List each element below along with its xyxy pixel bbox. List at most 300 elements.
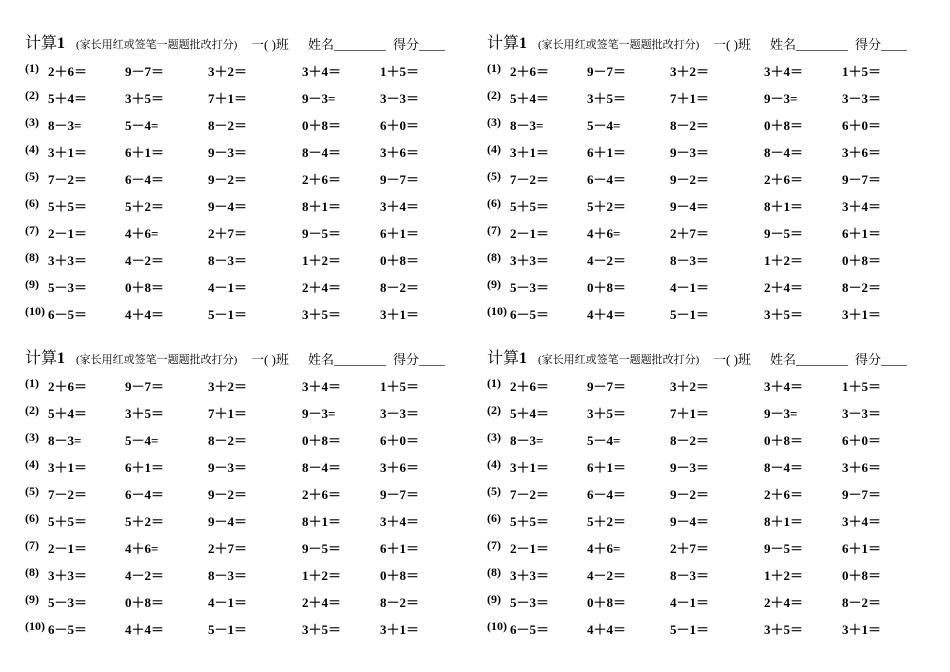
math-problem: 8－2＝ bbox=[842, 595, 882, 610]
problem-row bbox=[25, 277, 465, 297]
problem-row bbox=[25, 196, 465, 216]
math-problem: 3＋6＝ bbox=[842, 460, 882, 475]
math-problem: 9－3＝ bbox=[670, 145, 710, 160]
math-problem: 4－1＝ bbox=[670, 595, 710, 610]
math-problem: 8－3= bbox=[48, 118, 82, 133]
math-problem: 4－1＝ bbox=[208, 280, 248, 295]
math-problem: 3＋5＝ bbox=[302, 622, 342, 637]
row-number: (4) bbox=[487, 142, 501, 156]
problem-row bbox=[487, 277, 927, 297]
math-problem: 0＋8＝ bbox=[125, 280, 165, 295]
math-problem: 6＋0＝ bbox=[842, 433, 882, 448]
math-problem: 8－3＝ bbox=[670, 568, 710, 583]
math-problem: 4＋4＝ bbox=[587, 307, 627, 322]
math-problem: 2＋4＝ bbox=[764, 595, 804, 610]
row-number: (5) bbox=[25, 484, 39, 498]
row-number: (6) bbox=[487, 196, 501, 210]
math-problem: 4＋6= bbox=[587, 226, 621, 241]
math-problem: 0＋8＝ bbox=[842, 253, 882, 268]
math-problem: 5＋2＝ bbox=[587, 514, 627, 529]
math-problem: 3＋1＝ bbox=[510, 460, 550, 475]
math-problem: 9－7＝ bbox=[587, 64, 627, 79]
worksheet-title bbox=[487, 345, 527, 368]
math-problem: 5＋5＝ bbox=[510, 199, 550, 214]
math-problem: 9－4＝ bbox=[208, 199, 248, 214]
math-problem: 3＋2＝ bbox=[670, 64, 710, 79]
problem-row bbox=[487, 250, 927, 270]
math-problem: 2＋6＝ bbox=[302, 487, 342, 502]
math-problem: 8－3= bbox=[510, 118, 544, 133]
problem-row bbox=[25, 592, 465, 612]
score-field: 得分____ bbox=[855, 37, 908, 52]
math-problem: 6－5＝ bbox=[48, 307, 88, 322]
math-problem: 5－3＝ bbox=[510, 280, 550, 295]
row-number: (4) bbox=[487, 457, 501, 471]
title-number: 1 bbox=[57, 35, 66, 52]
math-problem: 8－2＝ bbox=[842, 280, 882, 295]
problem-row bbox=[487, 430, 927, 450]
class-field: 一( )班 bbox=[713, 37, 751, 52]
math-problem: 6＋1＝ bbox=[380, 226, 420, 241]
math-problem: 3＋1＝ bbox=[510, 145, 550, 160]
problem-row bbox=[25, 565, 465, 585]
problem-row bbox=[487, 511, 927, 531]
math-problem: 4＋6= bbox=[125, 541, 159, 556]
math-problem: 5－4= bbox=[125, 118, 159, 133]
math-problem: 5＋4＝ bbox=[48, 91, 88, 106]
name-field: 姓名________ bbox=[308, 352, 387, 367]
math-problem: 4－2＝ bbox=[587, 568, 627, 583]
math-problem: 3＋6＝ bbox=[380, 460, 420, 475]
problem-row bbox=[487, 484, 927, 504]
problem-row bbox=[487, 88, 927, 108]
math-problem: 3＋5＝ bbox=[764, 622, 804, 637]
math-problem: 0＋8＝ bbox=[764, 433, 804, 448]
math-problem: 4－2＝ bbox=[587, 253, 627, 268]
problem-row bbox=[25, 223, 465, 243]
row-number: (2) bbox=[25, 88, 39, 102]
math-problem: 9－3= bbox=[764, 406, 798, 421]
name-field: 姓名________ bbox=[770, 37, 849, 52]
math-problem: 6＋1＝ bbox=[125, 460, 165, 475]
math-problem: 3＋4＝ bbox=[842, 514, 882, 529]
math-problem: 6＋0＝ bbox=[380, 433, 420, 448]
math-problem: 9－3= bbox=[764, 91, 798, 106]
problem-row bbox=[25, 376, 465, 396]
row-number: (1) bbox=[487, 376, 501, 390]
math-problem: 7＋1＝ bbox=[670, 406, 710, 421]
math-problem: 3－3＝ bbox=[380, 406, 420, 421]
math-problem: 8－3＝ bbox=[208, 253, 248, 268]
math-problem: 3＋1＝ bbox=[380, 307, 420, 322]
math-problem: 6－4＝ bbox=[125, 487, 165, 502]
math-problem: 9－2＝ bbox=[208, 487, 248, 502]
worksheet-2 bbox=[487, 30, 927, 330]
grading-note: (家长用红或签笔一题题批改打分) bbox=[538, 354, 700, 366]
title-number: 1 bbox=[57, 350, 66, 367]
row-number: (9) bbox=[25, 592, 39, 606]
math-problem: 6＋1＝ bbox=[842, 226, 882, 241]
math-problem: 2＋6＝ bbox=[510, 64, 550, 79]
math-problem: 6＋1＝ bbox=[587, 145, 627, 160]
class-field: 一( )班 bbox=[251, 352, 289, 367]
row-number: (8) bbox=[25, 250, 39, 264]
math-problem: 5＋4＝ bbox=[48, 406, 88, 421]
math-problem: 5－1＝ bbox=[670, 307, 710, 322]
math-problem: 9－4＝ bbox=[208, 514, 248, 529]
math-problem: 3＋3＝ bbox=[510, 253, 550, 268]
name-field: 姓名________ bbox=[770, 352, 849, 367]
grading-note: (家长用红或签笔一题题批改打分) bbox=[538, 39, 700, 51]
math-problem: 9－5＝ bbox=[302, 541, 342, 556]
math-problem: 2＋6＝ bbox=[510, 379, 550, 394]
math-problem: 6－4＝ bbox=[125, 172, 165, 187]
math-problem: 9－4＝ bbox=[670, 199, 710, 214]
math-problem: 4－2＝ bbox=[125, 568, 165, 583]
math-problem: 3＋2＝ bbox=[208, 379, 248, 394]
problem-row bbox=[487, 592, 927, 612]
math-problem: 3＋4＝ bbox=[764, 379, 804, 394]
problem-row bbox=[487, 376, 927, 396]
math-problem: 0＋8＝ bbox=[380, 568, 420, 583]
math-problem: 3＋1＝ bbox=[380, 622, 420, 637]
math-problem: 3＋1＝ bbox=[842, 622, 882, 637]
problem-row bbox=[487, 619, 927, 639]
math-problem: 9－7＝ bbox=[842, 172, 882, 187]
row-number: (7) bbox=[25, 538, 39, 552]
math-problem: 9－3＝ bbox=[208, 460, 248, 475]
math-problem: 5－3＝ bbox=[510, 595, 550, 610]
math-problem: 5－1＝ bbox=[208, 622, 248, 637]
math-problem: 4－1＝ bbox=[670, 280, 710, 295]
problem-row bbox=[25, 61, 465, 81]
math-problem: 8－4＝ bbox=[302, 460, 342, 475]
grading-note: (家长用红或签笔一题题批改打分) bbox=[76, 354, 238, 366]
math-problem: 1＋2＝ bbox=[302, 253, 342, 268]
math-problem: 9－5＝ bbox=[764, 541, 804, 556]
math-problem: 9－7＝ bbox=[125, 379, 165, 394]
math-problem: 3＋5＝ bbox=[125, 91, 165, 106]
math-problem: 9－7＝ bbox=[380, 172, 420, 187]
math-problem: 6－5＝ bbox=[48, 622, 88, 637]
math-problem: 7＋1＝ bbox=[670, 91, 710, 106]
math-problem: 3＋4＝ bbox=[380, 199, 420, 214]
row-number: (8) bbox=[25, 565, 39, 579]
row-number: (8) bbox=[487, 565, 501, 579]
math-problem: 7＋1＝ bbox=[208, 91, 248, 106]
problem-row bbox=[487, 223, 927, 243]
math-problem: 4＋4＝ bbox=[587, 622, 627, 637]
math-problem: 3＋2＝ bbox=[670, 379, 710, 394]
worksheet-title bbox=[25, 30, 65, 53]
math-problem: 8－4＝ bbox=[764, 460, 804, 475]
worksheet-title bbox=[487, 30, 527, 53]
math-problem: 6＋1＝ bbox=[587, 460, 627, 475]
row-number: (3) bbox=[487, 115, 501, 129]
math-problem: 6＋1＝ bbox=[380, 541, 420, 556]
row-number: (9) bbox=[487, 277, 501, 291]
math-problem: 2－1＝ bbox=[48, 541, 88, 556]
row-number: (1) bbox=[487, 61, 501, 75]
math-problem: 3＋5＝ bbox=[587, 91, 627, 106]
math-problem: 3－3＝ bbox=[842, 406, 882, 421]
problem-row bbox=[25, 403, 465, 423]
row-number: (7) bbox=[487, 223, 501, 237]
row-number: (1) bbox=[25, 376, 39, 390]
math-problem: 6－5＝ bbox=[510, 622, 550, 637]
problem-row bbox=[25, 304, 465, 324]
row-number: (7) bbox=[487, 538, 501, 552]
math-problem: 9－3= bbox=[302, 406, 336, 421]
math-problem: 7＋1＝ bbox=[208, 406, 248, 421]
title-number: 1 bbox=[519, 35, 528, 52]
math-problem: 2＋7＝ bbox=[208, 226, 248, 241]
math-problem: 9－3＝ bbox=[670, 460, 710, 475]
math-problem: 8－2＝ bbox=[208, 118, 248, 133]
math-problem: 3＋1＝ bbox=[48, 460, 88, 475]
math-problem: 8－4＝ bbox=[302, 145, 342, 160]
math-problem: 9－2＝ bbox=[670, 172, 710, 187]
math-problem: 8－3= bbox=[48, 433, 82, 448]
math-problem: 3＋6＝ bbox=[380, 145, 420, 160]
math-problem: 9－4＝ bbox=[670, 514, 710, 529]
row-number: (3) bbox=[487, 430, 501, 444]
math-problem: 3＋5＝ bbox=[587, 406, 627, 421]
math-problem: 8－2＝ bbox=[670, 118, 710, 133]
worksheet-1 bbox=[25, 30, 465, 330]
math-problem: 0＋8＝ bbox=[587, 280, 627, 295]
math-problem: 1＋5＝ bbox=[380, 64, 420, 79]
row-number: (8) bbox=[487, 250, 501, 264]
row-number: (5) bbox=[487, 169, 501, 183]
math-problem: 0＋8＝ bbox=[302, 118, 342, 133]
math-problem: 2＋6＝ bbox=[764, 172, 804, 187]
problem-row bbox=[487, 304, 927, 324]
math-problem: 9－2＝ bbox=[208, 172, 248, 187]
math-problem: 4＋4＝ bbox=[125, 622, 165, 637]
problem-row bbox=[487, 196, 927, 216]
row-number: (3) bbox=[25, 430, 39, 444]
worksheet-3 bbox=[25, 345, 465, 645]
math-problem: 7－2＝ bbox=[48, 172, 88, 187]
math-problem: 3＋2＝ bbox=[208, 64, 248, 79]
row-number: (3) bbox=[25, 115, 39, 129]
math-problem: 0＋8＝ bbox=[125, 595, 165, 610]
math-problem: 4＋4＝ bbox=[125, 307, 165, 322]
math-problem: 5－3＝ bbox=[48, 595, 88, 610]
row-number: (2) bbox=[25, 403, 39, 417]
math-problem: 4＋6= bbox=[125, 226, 159, 241]
math-problem: 2＋6＝ bbox=[48, 64, 88, 79]
math-problem: 6－5＝ bbox=[510, 307, 550, 322]
math-problem: 3＋5＝ bbox=[764, 307, 804, 322]
math-problem: 2＋4＝ bbox=[764, 280, 804, 295]
problem-row bbox=[487, 565, 927, 585]
math-problem: 5－4= bbox=[587, 118, 621, 133]
math-problem: 8－2＝ bbox=[208, 433, 248, 448]
math-problem: 3－3＝ bbox=[380, 91, 420, 106]
math-problem: 0＋8＝ bbox=[842, 568, 882, 583]
math-problem: 8－2＝ bbox=[380, 280, 420, 295]
math-problem: 2＋4＝ bbox=[302, 280, 342, 295]
problem-row bbox=[25, 88, 465, 108]
math-problem: 3＋3＝ bbox=[48, 568, 88, 583]
row-number: (9) bbox=[487, 592, 501, 606]
math-problem: 8＋1＝ bbox=[764, 199, 804, 214]
math-problem: 2＋6＝ bbox=[48, 379, 88, 394]
math-problem: 6＋0＝ bbox=[380, 118, 420, 133]
title-text: 计算 bbox=[487, 350, 520, 367]
title-text: 计算 bbox=[25, 350, 58, 367]
math-problem: 9－7＝ bbox=[125, 64, 165, 79]
math-problem: 5＋5＝ bbox=[48, 514, 88, 529]
math-problem: 5＋2＝ bbox=[587, 199, 627, 214]
problem-row bbox=[25, 142, 465, 162]
math-problem: 2－1＝ bbox=[510, 541, 550, 556]
row-number: (10) bbox=[25, 304, 45, 318]
math-problem: 0＋8＝ bbox=[587, 595, 627, 610]
math-problem: 3＋4＝ bbox=[302, 64, 342, 79]
math-problem: 7－2＝ bbox=[510, 487, 550, 502]
math-problem: 5＋2＝ bbox=[125, 199, 165, 214]
row-number: (6) bbox=[487, 511, 501, 525]
problem-row bbox=[25, 457, 465, 477]
row-number: (10) bbox=[25, 619, 45, 633]
math-problem: 3＋3＝ bbox=[48, 253, 88, 268]
row-number: (5) bbox=[487, 484, 501, 498]
math-problem: 3＋5＝ bbox=[125, 406, 165, 421]
math-problem: 1＋5＝ bbox=[842, 379, 882, 394]
math-problem: 3＋3＝ bbox=[510, 568, 550, 583]
math-problem: 5－1＝ bbox=[208, 307, 248, 322]
math-problem: 1＋2＝ bbox=[764, 253, 804, 268]
row-number: (9) bbox=[25, 277, 39, 291]
math-problem: 8＋1＝ bbox=[302, 514, 342, 529]
grading-note: (家长用红或签笔一题题批改打分) bbox=[76, 39, 238, 51]
math-problem: 1＋5＝ bbox=[842, 64, 882, 79]
problem-row bbox=[487, 403, 927, 423]
row-number: (2) bbox=[487, 88, 501, 102]
math-problem: 2－1＝ bbox=[48, 226, 88, 241]
math-problem: 5＋4＝ bbox=[510, 91, 550, 106]
row-number: (7) bbox=[25, 223, 39, 237]
class-field: 一( )班 bbox=[713, 352, 751, 367]
problem-row bbox=[487, 115, 927, 135]
worksheet-title bbox=[25, 345, 65, 368]
math-problem: 8＋1＝ bbox=[764, 514, 804, 529]
math-problem: 7－2＝ bbox=[48, 487, 88, 502]
math-problem: 6＋1＝ bbox=[842, 541, 882, 556]
math-problem: 8－2＝ bbox=[380, 595, 420, 610]
math-problem: 5－4= bbox=[587, 433, 621, 448]
problem-row bbox=[25, 538, 465, 558]
math-problem: 9－7＝ bbox=[587, 379, 627, 394]
math-problem: 1＋2＝ bbox=[764, 568, 804, 583]
math-problem: 9－7＝ bbox=[380, 487, 420, 502]
row-number: (6) bbox=[25, 196, 39, 210]
math-problem: 2＋7＝ bbox=[670, 226, 710, 241]
problem-row bbox=[487, 142, 927, 162]
math-problem: 6－4＝ bbox=[587, 487, 627, 502]
math-problem: 5－3＝ bbox=[48, 280, 88, 295]
math-problem: 9－2＝ bbox=[670, 487, 710, 502]
math-problem: 8－4＝ bbox=[764, 145, 804, 160]
math-problem: 2＋6＝ bbox=[302, 172, 342, 187]
math-problem: 3－3＝ bbox=[842, 91, 882, 106]
math-problem: 4－1＝ bbox=[208, 595, 248, 610]
math-problem: 8＋1＝ bbox=[302, 199, 342, 214]
row-number: (10) bbox=[487, 304, 507, 318]
math-problem: 2＋7＝ bbox=[208, 541, 248, 556]
math-problem: 0＋8＝ bbox=[302, 433, 342, 448]
math-problem: 2－1＝ bbox=[510, 226, 550, 241]
row-number: (1) bbox=[25, 61, 39, 75]
math-problem: 6－4＝ bbox=[587, 172, 627, 187]
row-number: (6) bbox=[25, 511, 39, 525]
problem-row bbox=[25, 169, 465, 189]
math-problem: 3＋1＝ bbox=[48, 145, 88, 160]
problem-row bbox=[487, 538, 927, 558]
math-problem: 2＋4＝ bbox=[302, 595, 342, 610]
math-problem: 8－3= bbox=[510, 433, 544, 448]
math-problem: 9－3= bbox=[302, 91, 336, 106]
row-number: (4) bbox=[25, 457, 39, 471]
title-text: 计算 bbox=[487, 35, 520, 52]
math-problem: 9－5＝ bbox=[764, 226, 804, 241]
problem-row bbox=[487, 61, 927, 81]
math-problem: 1＋5＝ bbox=[380, 379, 420, 394]
title-number: 1 bbox=[519, 350, 528, 367]
math-problem: 7－2＝ bbox=[510, 172, 550, 187]
math-problem: 5＋5＝ bbox=[510, 514, 550, 529]
problem-row bbox=[25, 619, 465, 639]
problem-row bbox=[487, 169, 927, 189]
math-problem: 6＋1＝ bbox=[125, 145, 165, 160]
problem-row bbox=[25, 250, 465, 270]
row-number: (4) bbox=[25, 142, 39, 156]
math-problem: 8－2＝ bbox=[670, 433, 710, 448]
problem-row bbox=[25, 115, 465, 135]
math-problem: 3＋4＝ bbox=[302, 379, 342, 394]
math-problem: 8－3＝ bbox=[208, 568, 248, 583]
math-problem: 6＋0＝ bbox=[842, 118, 882, 133]
math-problem: 5－1＝ bbox=[670, 622, 710, 637]
math-problem: 4－2＝ bbox=[125, 253, 165, 268]
title-text: 计算 bbox=[25, 35, 58, 52]
math-problem: 3＋6＝ bbox=[842, 145, 882, 160]
math-problem: 0＋8＝ bbox=[764, 118, 804, 133]
math-problem: 3＋4＝ bbox=[764, 64, 804, 79]
math-problem: 5＋5＝ bbox=[48, 199, 88, 214]
math-problem: 8－3＝ bbox=[670, 253, 710, 268]
score-field: 得分____ bbox=[393, 352, 446, 367]
math-problem: 9－3＝ bbox=[208, 145, 248, 160]
math-problem: 1＋2＝ bbox=[302, 568, 342, 583]
math-problem: 3＋4＝ bbox=[842, 199, 882, 214]
math-problem: 3＋4＝ bbox=[380, 514, 420, 529]
math-problem: 3＋1＝ bbox=[842, 307, 882, 322]
problem-row bbox=[25, 484, 465, 504]
math-problem: 5＋2＝ bbox=[125, 514, 165, 529]
math-problem: 5－4= bbox=[125, 433, 159, 448]
math-problem: 3＋5＝ bbox=[302, 307, 342, 322]
row-number: (10) bbox=[487, 619, 507, 633]
math-problem: 0＋8＝ bbox=[380, 253, 420, 268]
math-problem: 9－5＝ bbox=[302, 226, 342, 241]
math-problem: 9－7＝ bbox=[842, 487, 882, 502]
problem-row bbox=[487, 457, 927, 477]
math-problem: 5＋4＝ bbox=[510, 406, 550, 421]
